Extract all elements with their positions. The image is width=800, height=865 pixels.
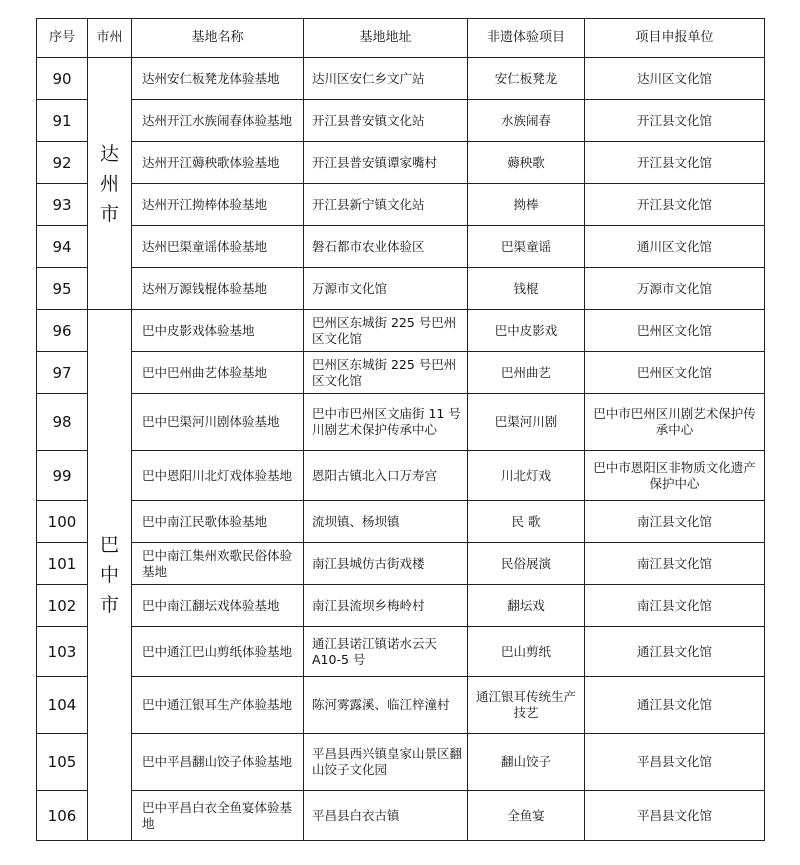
city-name: 巴 中 市 <box>99 534 119 616</box>
base-address-cell: 达川区安仁乡文广站 <box>304 58 468 100</box>
unit-cell: 巴州区文化馆 <box>585 310 765 352</box>
table-row <box>37 268 765 310</box>
base-address-cell: 流坝镇、杨坝镇 <box>304 501 468 543</box>
base-name-cell: 巴中南江集州欢歌民俗体验基地 <box>132 543 304 585</box>
unit-cell: 通江县文化馆 <box>585 627 765 677</box>
table-row <box>37 451 765 501</box>
row-number: 97 <box>37 352 88 394</box>
project-cell: 民 歌 <box>468 501 585 543</box>
project-cell: 薅秧歌 <box>468 142 585 184</box>
base-name-cell: 巴中南江民歌体验基地 <box>132 501 304 543</box>
unit-cell: 开江县文化馆 <box>585 142 765 184</box>
base-address-cell: 南江县流坝乡梅岭村 <box>304 585 468 627</box>
base-name-cell: 达州开江水族闹春体验基地 <box>132 100 304 142</box>
base-address-cell: 万源市文化馆 <box>304 268 468 310</box>
unit-cell: 平昌县文化馆 <box>585 791 765 841</box>
row-number: 99 <box>37 451 88 501</box>
row-number: 105 <box>37 734 88 791</box>
city-cell <box>88 310 132 841</box>
row-number: 103 <box>37 627 88 677</box>
project-cell: 巴渠河川剧 <box>468 394 585 451</box>
table-row <box>37 791 765 841</box>
row-number: 106 <box>37 791 88 841</box>
row-number: 93 <box>37 184 88 226</box>
unit-cell: 南江县文化馆 <box>585 585 765 627</box>
base-address-cell: 开江县新宁镇文化站 <box>304 184 468 226</box>
base-name-cell: 巴中巴渠河川剧体验基地 <box>132 394 304 451</box>
header-base-name: 基地名称 <box>132 19 304 58</box>
unit-cell: 通川区文化馆 <box>585 226 765 268</box>
project-cell: 巴中皮影戏 <box>468 310 585 352</box>
base-name-cell: 巴中通江银耳生产体验基地 <box>132 677 304 734</box>
base-name-cell: 巴中皮影戏体验基地 <box>132 310 304 352</box>
base-address-cell: 陈河雾露溪、临江梓潼村 <box>304 677 468 734</box>
table-row <box>37 627 765 677</box>
base-address-cell: 巴中市巴州区文庙街 11 号川剧艺术保护传承中心 <box>304 394 468 451</box>
project-cell: 水族闹春 <box>468 100 585 142</box>
base-name-cell: 达州万源钱棍体验基地 <box>132 268 304 310</box>
project-cell: 民俗展演 <box>468 543 585 585</box>
table-row <box>37 677 765 734</box>
row-number: 96 <box>37 310 88 352</box>
project-cell: 安仁板凳龙 <box>468 58 585 100</box>
base-name-cell: 达州开江薅秧歌体验基地 <box>132 142 304 184</box>
project-cell: 巴山剪纸 <box>468 627 585 677</box>
table-row <box>37 543 765 585</box>
table-body <box>37 58 765 841</box>
row-number: 95 <box>37 268 88 310</box>
base-name-cell: 达州开江拗棒体验基地 <box>132 184 304 226</box>
base-name-cell: 巴中南江翻坛戏体验基地 <box>132 585 304 627</box>
unit-cell: 巴中市恩阳区非物质文化遗产保护中心 <box>585 451 765 501</box>
table-header-row <box>37 19 765 58</box>
table-row <box>37 585 765 627</box>
unit-cell: 达川区文化馆 <box>585 58 765 100</box>
row-number: 92 <box>37 142 88 184</box>
base-name-cell: 巴中恩阳川北灯戏体验基地 <box>132 451 304 501</box>
city-name: 达 州 市 <box>99 142 119 225</box>
base-address-cell: 平昌县白衣古镇 <box>304 791 468 841</box>
base-address-cell: 开江县普安镇文化站 <box>304 100 468 142</box>
base-address-cell: 磐石都市农业体验区 <box>304 226 468 268</box>
header-unit: 项目申报单位 <box>585 19 765 58</box>
table-row <box>37 184 765 226</box>
unit-cell: 巴州区文化馆 <box>585 352 765 394</box>
project-cell: 钱棍 <box>468 268 585 310</box>
unit-cell: 开江县文化馆 <box>585 100 765 142</box>
row-number: 90 <box>37 58 88 100</box>
header-base-address: 基地地址 <box>304 19 468 58</box>
project-cell: 川北灯戏 <box>468 451 585 501</box>
header-project: 非遗体验项目 <box>468 19 585 58</box>
header-city: 市州 <box>88 19 132 58</box>
row-number: 100 <box>37 501 88 543</box>
base-address-cell: 南江县城仿古街戏楼 <box>304 543 468 585</box>
project-cell: 翻坛戏 <box>468 585 585 627</box>
table-row <box>37 100 765 142</box>
unit-cell: 平昌县文化馆 <box>585 734 765 791</box>
project-cell: 拗棒 <box>468 184 585 226</box>
row-number: 101 <box>37 543 88 585</box>
table-row <box>37 310 765 352</box>
header-no: 序号 <box>37 19 88 58</box>
row-number: 94 <box>37 226 88 268</box>
table-row <box>37 226 765 268</box>
row-number: 91 <box>37 100 88 142</box>
base-address-cell: 巴州区东城街 225 号巴州区文化馆 <box>304 352 468 394</box>
row-number: 104 <box>37 677 88 734</box>
base-address-cell: 开江县普安镇谭家嘴村 <box>304 142 468 184</box>
unit-cell: 南江县文化馆 <box>585 501 765 543</box>
unit-cell: 万源市文化馆 <box>585 268 765 310</box>
unit-cell: 开江县文化馆 <box>585 184 765 226</box>
project-cell: 翻山饺子 <box>468 734 585 791</box>
project-cell: 全鱼宴 <box>468 791 585 841</box>
base-name-cell: 巴中巴州曲艺体验基地 <box>132 352 304 394</box>
base-address-cell: 平昌县西兴镇皇家山景区翻山饺子文化园 <box>304 734 468 791</box>
table-row <box>37 58 765 100</box>
project-cell: 巴渠童谣 <box>468 226 585 268</box>
project-cell: 巴州曲艺 <box>468 352 585 394</box>
base-name-cell: 巴中通江巴山剪纸体验基地 <box>132 627 304 677</box>
table-row <box>37 352 765 394</box>
unit-cell: 巴中市巴州区川剧艺术保护传承中心 <box>585 394 765 451</box>
base-name-cell: 巴中平昌白衣全鱼宴体验基地 <box>132 791 304 841</box>
city-cell <box>88 58 132 310</box>
row-number: 98 <box>37 394 88 451</box>
table-row <box>37 501 765 543</box>
table-row <box>37 734 765 791</box>
base-address-cell: 通江县诺江镇诺水云天 A10-5 号 <box>304 627 468 677</box>
row-number: 102 <box>37 585 88 627</box>
base-name-cell: 巴中平昌翻山饺子体验基地 <box>132 734 304 791</box>
base-name-cell: 达州巴渠童谣体验基地 <box>132 226 304 268</box>
base-address-cell: 恩阳古镇北入口万寿宫 <box>304 451 468 501</box>
heritage-base-table <box>36 18 765 841</box>
unit-cell: 南江县文化馆 <box>585 543 765 585</box>
project-cell: 通江银耳传统生产技艺 <box>468 677 585 734</box>
table-row <box>37 142 765 184</box>
base-name-cell: 达州安仁板凳龙体验基地 <box>132 58 304 100</box>
base-address-cell: 巴州区东城街 225 号巴州区文化馆 <box>304 310 468 352</box>
unit-cell: 通江县文化馆 <box>585 677 765 734</box>
table-row <box>37 394 765 451</box>
